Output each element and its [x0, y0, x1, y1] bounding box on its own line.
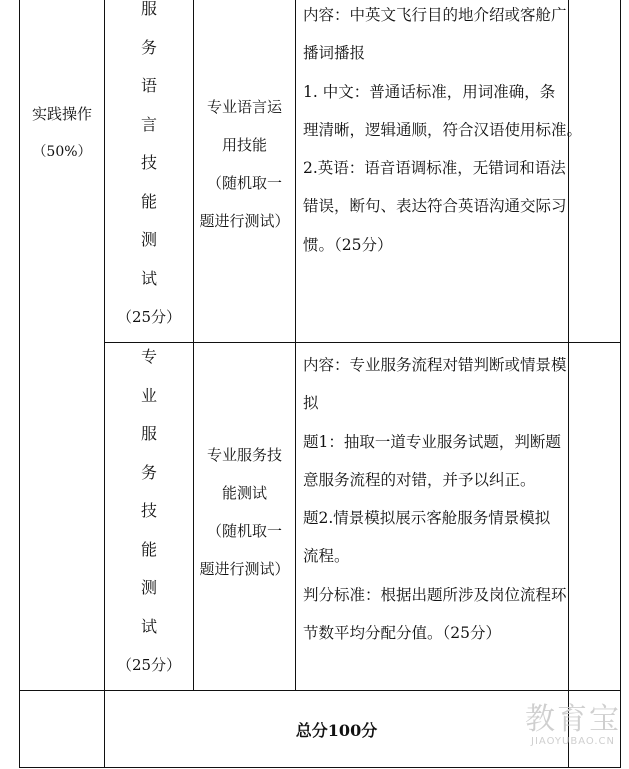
- item-name-cell-2: [105, 338, 193, 685]
- content-line: 节数平均分配分值。（25分）: [303, 624, 501, 643]
- item-name-char: 能: [140, 539, 157, 559]
- total-score: 总分100分: [295, 720, 378, 740]
- table-divider-col3: [295, 0, 296, 690]
- item-name-char: 言: [140, 114, 157, 134]
- item-name-char: 测: [140, 230, 157, 249]
- item-name-char: 务: [140, 37, 157, 57]
- item-name-char: 能: [140, 191, 157, 211]
- item-content-cell-1: [303, 0, 582, 264]
- content-line: 错误，断句、表达符合英语沟通交际习: [303, 197, 567, 216]
- method-line: 专业服务技: [206, 446, 282, 464]
- item-name-char: 试: [140, 616, 157, 636]
- table-border-bottom: [19, 767, 621, 768]
- item-name-char: 测: [140, 578, 157, 597]
- watermark-main: 教育宝: [525, 702, 621, 737]
- item-content-cell-2: [303, 346, 567, 652]
- total-cell: [105, 691, 568, 767]
- content-line: 意服务流程的对错，并予以纠正。: [303, 470, 536, 489]
- table-border-right: [620, 0, 621, 768]
- content-line: 拟: [303, 394, 319, 413]
- item-method-cell-1: [194, 88, 295, 240]
- method-line: 专业语言运: [206, 98, 282, 116]
- item-score: （25分）: [116, 656, 182, 674]
- content-line: 播词播报: [303, 44, 366, 63]
- content-line: 内容：中英文飞行目的地介绍或客舱广: [303, 6, 567, 24]
- item-name-char: 专: [140, 347, 157, 366]
- content-line: 流程。: [303, 547, 350, 566]
- content-line: 内容：专业服务流程对错判断或情景模: [303, 356, 567, 374]
- method-line: （随机取一: [206, 522, 282, 540]
- content-line: 惯。（25分）: [303, 235, 393, 254]
- item-name-char: 务: [140, 462, 157, 482]
- item-name-char: 业: [140, 385, 157, 405]
- content-line: 题2.情景模拟展示客舱服务情景模拟: [303, 509, 551, 528]
- method-line: 用技能: [221, 136, 267, 154]
- content-line: 题1：抽取一道专业服务试题，判断题: [303, 432, 561, 451]
- item-name-cell-1: [105, 0, 193, 337]
- item-name-char: 试: [140, 268, 157, 288]
- watermark-sub: JIAOYUBAO.CN: [531, 736, 615, 747]
- category-cell: [20, 95, 104, 171]
- watermark-logo: [525, 704, 621, 747]
- method-line: 能测试: [221, 484, 267, 502]
- item-name-char: 语: [140, 76, 157, 95]
- content-line: 2.英语：语音语调标准，无错词和语法: [303, 159, 566, 178]
- item-name-char: 服: [140, 424, 157, 443]
- method-line: 题进行测试）: [199, 560, 290, 578]
- item-name-char: 服: [140, 0, 157, 18]
- item-name-char: 技: [140, 501, 157, 520]
- method-line: （随机取一: [206, 174, 282, 192]
- category-weight: （50%）: [32, 144, 92, 160]
- item-score: （25分）: [116, 308, 182, 326]
- content-line: 判分标准：根据出题所涉及岗位流程环: [303, 585, 567, 604]
- item-method-cell-2: [194, 436, 295, 588]
- category-label: 实践操作: [31, 105, 92, 123]
- content-line: 理清晰，逻辑通顺，符合汉语使用标准。: [303, 120, 583, 139]
- item-name-char: 技: [140, 153, 157, 172]
- content-line: 1. 中文：普通话标准，用词准确，条: [303, 82, 556, 101]
- method-line: 题进行测试）: [199, 212, 290, 230]
